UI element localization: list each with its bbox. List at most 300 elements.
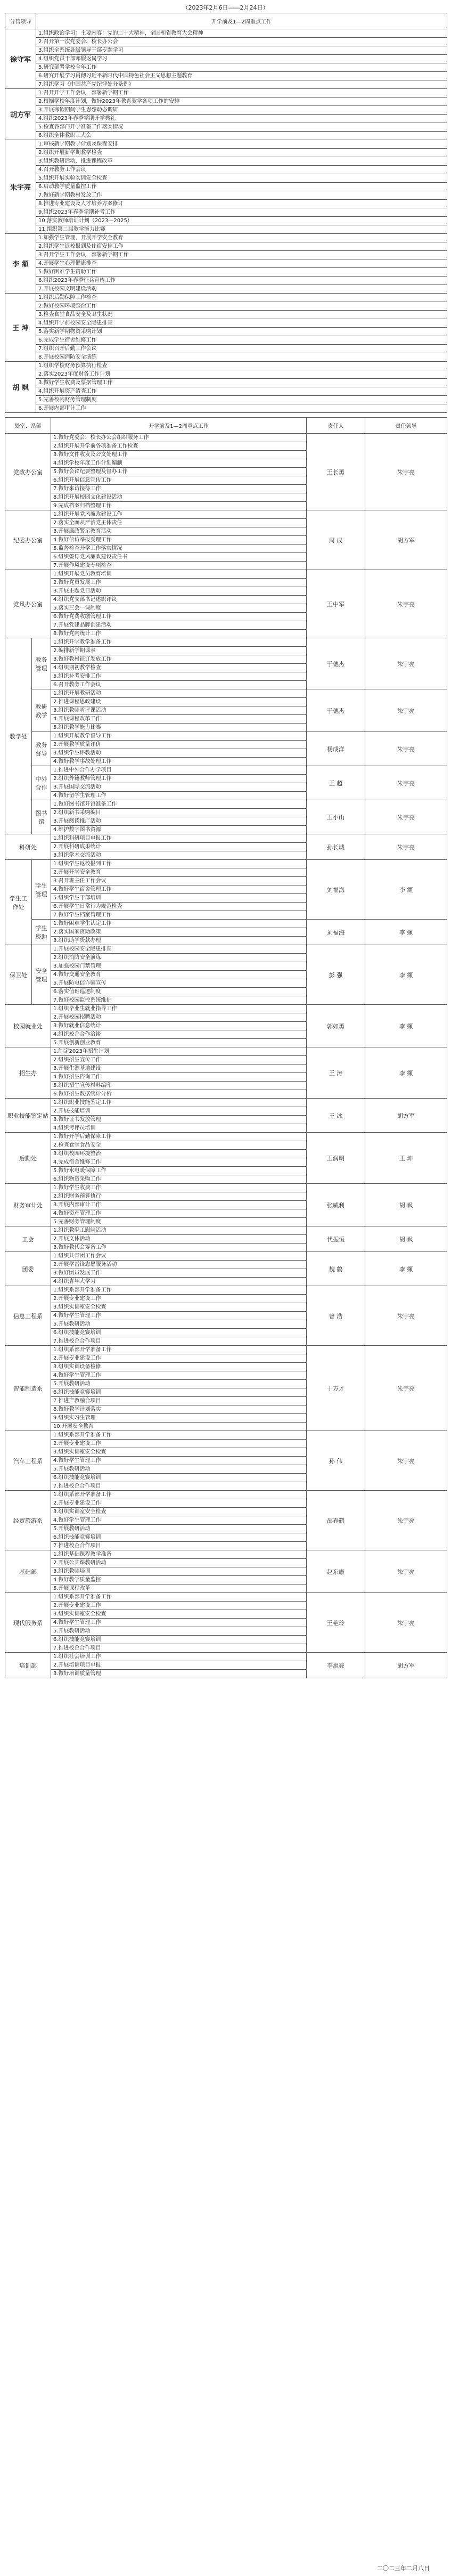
responsible-leader: 胡方军 xyxy=(365,1099,447,1133)
sub-department: 安全管理 xyxy=(32,945,51,1005)
work-item: 6.组织技能竞赛培训 xyxy=(51,1329,307,1337)
table-row xyxy=(5,1346,447,1354)
department-name: 现代服务系 xyxy=(5,1593,51,1653)
table-row xyxy=(5,123,447,132)
table-row xyxy=(5,345,447,353)
table-row xyxy=(5,259,447,268)
work-item: 3.开展廉政警示教育活动 xyxy=(51,527,307,536)
work-item: 1.做好困难学生认定工作 xyxy=(51,920,307,928)
work-item: 7.做好新学期教材发放工作 xyxy=(36,191,447,200)
work-item: 2.开展专业建设工作 xyxy=(51,1440,307,1448)
sub-department: 教研教学 xyxy=(32,689,51,732)
table-row xyxy=(5,157,447,166)
work-item: 5.开展教研活动 xyxy=(51,1465,307,1474)
work-item: 1.制定2023年招生计划 xyxy=(51,1047,307,1056)
work-item: 4.做好学生管理工作 xyxy=(51,1516,307,1525)
work-item: 6.组织技能竞赛培训 xyxy=(51,1636,307,1644)
work-item: 2.组织新书采购编目 xyxy=(51,809,307,817)
responsible-leader: 李 頫 xyxy=(365,1047,447,1099)
work-item: 2.组织学生返校报到及住宿安排工作 xyxy=(36,242,447,251)
work-item: 1.组织系部开学准备工作 xyxy=(51,1593,307,1602)
work-item: 1.组织社会培训工作 xyxy=(51,1653,307,1661)
work-item: 3.做好团员发展工作 xyxy=(51,1269,307,1278)
table-row xyxy=(5,353,447,362)
work-item: 4.做好招生咨询工作 xyxy=(51,1073,307,1082)
work-item: 4.组织考评员培训 xyxy=(51,1124,307,1133)
work-item: 3.组织校园环境整治 xyxy=(51,1150,307,1158)
date-range: （2023年2月6日——2月24日） xyxy=(182,4,269,11)
department-name: 财务审计处 xyxy=(5,1184,51,1226)
responsible-person: 于德杰 xyxy=(307,638,365,689)
work-item: 5.开展教研活动 xyxy=(51,1320,307,1329)
work-item: 2.开展专业建设工作 xyxy=(51,1499,307,1508)
work-item: 5.做好困难学生资助工作 xyxy=(36,268,447,277)
work-item: 5.落实新学期物资采购计划 xyxy=(36,328,447,336)
responsible-leader: 朱宇亮 xyxy=(365,732,447,766)
department-name: 学生工作处 xyxy=(5,860,32,945)
table-row xyxy=(5,149,447,157)
responsible-leader: 李 頫 xyxy=(365,920,447,945)
work-item: 3.开展主题党日活动 xyxy=(51,587,307,596)
work-item: 3.开展寒假期间学生思想动态调研 xyxy=(36,106,447,115)
responsible-person: 刘福海 xyxy=(307,860,365,920)
responsible-person: 王 涛 xyxy=(307,1047,365,1099)
work-item: 2.开展校园招聘活动 xyxy=(51,1013,307,1022)
work-item: 3.组织实训室安全检查 xyxy=(51,1303,307,1312)
table-row xyxy=(5,217,447,225)
work-item: 6.完成学生宿舍维修工作 xyxy=(36,336,447,345)
leader-name: 胡方军 xyxy=(5,89,36,140)
table-row xyxy=(5,920,447,928)
table-row xyxy=(5,285,447,294)
work-item: 2.组织财务预算执行 xyxy=(51,1192,307,1201)
department-name: 培训部 xyxy=(5,1653,51,1678)
responsible-leader: 李 頫 xyxy=(365,945,447,1005)
work-item: 4.组织开展资产清查工作 xyxy=(36,387,447,396)
work-item: 2.做好校园环境整治工作 xyxy=(36,302,447,311)
responsible-person: 赵东康 xyxy=(307,1550,365,1593)
responsible-leader: 朱宇亮 xyxy=(365,800,447,834)
table-row xyxy=(5,89,447,97)
table-row xyxy=(5,379,447,387)
department-name: 信息工程系 xyxy=(5,1286,51,1346)
table-row xyxy=(5,1099,447,1107)
table-row xyxy=(5,1252,447,1261)
work-item: 5.开展课程改革 xyxy=(51,1584,307,1593)
table-row xyxy=(5,396,447,404)
table-row xyxy=(5,132,447,140)
work-item: 5.组织教学能力比赛 xyxy=(51,724,307,732)
work-item: 5.组织学生干部培训 xyxy=(51,894,307,903)
work-item: 6.组织技能竞赛培训 xyxy=(51,1388,307,1397)
table-row xyxy=(5,1550,447,1559)
work-item: 5.检查各部门开学准备工作落实情况 xyxy=(36,123,447,132)
work-item: 2.开展教学质量评价 xyxy=(51,741,307,749)
table-row xyxy=(5,1593,447,1602)
work-item: 2.编排新学期课表 xyxy=(51,647,307,655)
department-name: 经贸旅游系 xyxy=(5,1491,51,1550)
work-item: 2.开展文体活动 xyxy=(51,1235,307,1244)
work-item: 2.开展开学安全教育 xyxy=(51,868,307,877)
work-item: 5.开展教研活动 xyxy=(51,1627,307,1636)
work-item: 1.组织系部开学准备工作 xyxy=(51,1431,307,1440)
work-item: 7.做好来访接待工作 xyxy=(51,485,307,493)
work-item: 3.加强校园门禁管理 xyxy=(51,962,307,971)
responsible-person: 王小山 xyxy=(307,800,365,834)
work-item: 7.推进校企合作项目 xyxy=(51,1542,307,1550)
department-name: 团委 xyxy=(5,1252,51,1286)
work-item: 8.做好教学计划落实 xyxy=(51,1405,307,1414)
table-row xyxy=(5,689,447,698)
work-item: 2.开展技能培训 xyxy=(51,1107,307,1116)
table-row xyxy=(5,140,447,149)
work-item: 4.组织党支部书记述职评议 xyxy=(51,596,307,604)
responsible-person: 王润明 xyxy=(307,1133,365,1184)
table-row xyxy=(5,268,447,277)
work-item: 1.组织政治学习：主要内容：党的二十大精神，全国和省教育大会精神 xyxy=(36,29,447,38)
table-row xyxy=(5,1286,447,1295)
work-item: 1.组织开展教研活动 xyxy=(51,689,307,698)
leader-name: 李 頫 xyxy=(5,234,36,294)
table-row xyxy=(5,311,447,319)
work-item: 4.做好资产管理工作 xyxy=(51,1209,307,1218)
department-name: 后勤处 xyxy=(5,1133,51,1184)
work-item: 3.做好就业信息统计 xyxy=(51,1022,307,1030)
work-item: 2.召开第一次党委会、校长办公会 xyxy=(36,38,447,46)
work-item: 7.开展作风建设专项检查 xyxy=(51,562,307,570)
responsible-person: 周 成 xyxy=(307,510,365,570)
table-row xyxy=(5,1491,447,1499)
work-item: 6.落实值班巡逻制度 xyxy=(51,988,307,996)
responsible-person: 彭 强 xyxy=(307,945,365,1005)
work-item: 1.召开开学工作会议，部署新学期工作 xyxy=(36,89,447,97)
responsible-person: 王 超 xyxy=(307,766,365,800)
department-name: 基础部 xyxy=(5,1550,51,1593)
department-name: 工会 xyxy=(5,1226,51,1252)
work-item: 4.组织党员干部寒假返岗学习 xyxy=(36,55,447,63)
work-item: 3.检查食堂食品安全及卫生状况 xyxy=(36,311,447,319)
work-item: 7.推进校企合作项目 xyxy=(51,1644,307,1653)
table-row xyxy=(5,208,447,217)
table-row xyxy=(5,1184,447,1192)
work-item: 5.开展创新创业教育 xyxy=(51,1039,307,1047)
responsible-leader: 李 頫 xyxy=(365,860,447,920)
responsible-leader: 朱宇亮 xyxy=(365,689,447,732)
table-row xyxy=(5,945,447,954)
table-row xyxy=(5,174,447,183)
responsible-leader: 朱宇亮 xyxy=(365,1550,447,1593)
work-item: 4.做好学生管理工作 xyxy=(51,1619,307,1627)
work-item: 1.推进中外合作办学项目 xyxy=(51,766,307,775)
responsible-leader: 胡方军 xyxy=(365,1653,447,1678)
work-item: 10.开展安全教育 xyxy=(51,1423,307,1431)
table-row xyxy=(5,29,447,38)
department-name: 党风办公室 xyxy=(5,570,51,638)
work-item: 3.做好教材征订发放工作 xyxy=(51,655,307,664)
work-item: 8.推进专业建设及人才培养方案修订 xyxy=(36,200,447,208)
work-item: 3.组织实训室安全检查 xyxy=(51,1610,307,1619)
header-person: 责任人 xyxy=(307,418,365,434)
sub-department: 教务督导 xyxy=(32,732,51,766)
work-item: 3.做好学生收费及票据管理工作 xyxy=(36,379,447,387)
work-item: 3.开展国际交流活动 xyxy=(51,783,307,792)
header-dept: 处室、系部 xyxy=(5,418,51,434)
table-row xyxy=(5,387,447,396)
work-item: 1.做好学生收费工作 xyxy=(51,1184,307,1192)
table-row xyxy=(5,166,447,174)
work-item: 4.做好学生管理工作 xyxy=(51,1312,307,1320)
table-row xyxy=(5,63,447,72)
responsible-leader: 胡方军 xyxy=(365,510,447,570)
work-item: 2.根据学校年度计划，做好2023年教育教学各项工作的安排 xyxy=(36,97,447,106)
work-item: 7.推进校企合作项目 xyxy=(51,1482,307,1491)
responsible-leader: 朱宇亮 xyxy=(365,1286,447,1346)
work-item: 3.组织教师听评课活动 xyxy=(51,706,307,715)
work-item: 2.做好党员发展工作 xyxy=(51,579,307,587)
work-item: 1.组织系部开学准备工作 xyxy=(51,1491,307,1499)
work-item: 3.组织学术交流活动 xyxy=(51,851,307,860)
responsible-leader: 李 頫 xyxy=(365,1252,447,1286)
work-item: 4.做好教学事故处理工作 xyxy=(51,758,307,766)
responsible-person: 孙长城 xyxy=(307,834,365,860)
work-item: 1.组织后勤保障工作检查 xyxy=(36,294,447,302)
table-row xyxy=(5,106,447,115)
responsible-person: 王 冰 xyxy=(307,1099,365,1133)
department-name: 智能制造系 xyxy=(5,1346,51,1431)
work-item: 1.组织科研项目申报工作 xyxy=(51,834,307,843)
work-item: 3.召开学生工作会议，部署新学期工作 xyxy=(36,251,447,259)
work-item: 1.组织教职工慰问活动 xyxy=(51,1226,307,1235)
responsible-person: 刘福海 xyxy=(307,920,365,945)
work-item: 3.召开班主任工作会议 xyxy=(51,877,307,885)
work-item: 6.启动教学质量监控工作 xyxy=(36,183,447,191)
responsible-leader: 胡 飒 xyxy=(365,1226,447,1252)
work-item: 6.组织2023年春季征兵宣传工作 xyxy=(36,277,447,285)
work-item: 1.组织开展党风廉政建设工作 xyxy=(51,510,307,519)
work-item: 5.监督检查开学工作落实情况 xyxy=(51,545,307,553)
work-item: 5.组织开展实验实训安全检查 xyxy=(36,174,447,183)
work-item: 5.完善财务管理制度 xyxy=(51,1218,307,1226)
department-name: 科研处 xyxy=(5,834,51,860)
table-row xyxy=(5,234,447,242)
table-row xyxy=(5,319,447,328)
header-work: 开学前及1—2周重点工作 xyxy=(36,13,447,29)
work-item: 1.组织共青团工作会议 xyxy=(51,1252,307,1261)
responsible-person: 孙 伟 xyxy=(307,1431,365,1491)
work-item: 7.做好学生档案管理工作 xyxy=(51,911,307,920)
work-item: 7.开展校园文明建设活动 xyxy=(36,285,447,294)
work-item: 4.开展学生心理健康排查 xyxy=(36,259,447,268)
department-name: 党政办公室 xyxy=(5,434,51,510)
work-item: 3.组织全系统各级领导干部专题学习 xyxy=(36,46,447,55)
responsible-person: 郭如勇 xyxy=(307,1005,365,1047)
work-item: 6.组织开展信息宣传工作 xyxy=(51,476,307,485)
work-item: 3.组织教研活动，推进课程改革 xyxy=(36,157,447,166)
work-item: 7.推进校企合作项目 xyxy=(51,1337,307,1346)
work-item: 9.组织2023年春季学期补考工作 xyxy=(36,208,447,217)
work-item: 4.做好教学质量监控 xyxy=(51,1576,307,1584)
responsible-person: 王中军 xyxy=(307,570,365,638)
work-item: 2.落实全面从严治党主体责任 xyxy=(51,519,307,527)
table-row xyxy=(5,115,447,123)
responsible-leader: 朱宇亮 xyxy=(365,1346,447,1431)
work-item: 6.做好招生数据统计分析 xyxy=(51,1090,307,1099)
sub-department: 教务管理 xyxy=(32,638,51,689)
table-row xyxy=(5,1226,447,1235)
work-item: 2.开展学雷锋志愿服务活动 xyxy=(51,1261,307,1269)
table-row xyxy=(5,191,447,200)
work-item: 2.开展公共课教研活动 xyxy=(51,1559,307,1567)
work-item: 5.做好水电暖保障工作 xyxy=(51,1167,307,1175)
table-row xyxy=(5,834,447,843)
work-item: 1.组织毕业生就业指导工作 xyxy=(51,1005,307,1013)
work-item: 5.组织补考安排工作 xyxy=(51,672,307,681)
work-item: 3.组织实训室安全检查 xyxy=(51,1448,307,1457)
work-item: 1.组织学校财务预算执行检查 xyxy=(36,362,447,370)
responsible-person: 张威利 xyxy=(307,1184,365,1226)
responsible-leader: 王 坤 xyxy=(365,1133,447,1184)
work-item: 2.开展专业建设工作 xyxy=(51,1602,307,1610)
work-item: 10.落实教师培训计划（2023—2025） xyxy=(36,217,447,225)
table-row xyxy=(5,510,447,519)
responsible-leader: 朱宇亮 xyxy=(365,1431,447,1491)
sub-department: 中外合作 xyxy=(32,766,51,800)
work-item: 5.组织招生宣传材料编印 xyxy=(51,1082,307,1090)
work-item: 6.组织物资采购工作 xyxy=(51,1175,307,1184)
work-item: 1.组织开展党员教育培训 xyxy=(51,570,307,579)
responsible-leader: 朱宇亮 xyxy=(365,1593,447,1653)
work-item: 6.开展学生日常行为规范检查 xyxy=(51,903,307,911)
table-row xyxy=(5,251,447,259)
department-name: 纪委办公室 xyxy=(5,510,51,570)
work-item: 4.做好交通安全教育 xyxy=(51,971,307,979)
work-item: 1.审核新学期教学计划及课程安排 xyxy=(36,140,447,149)
work-item: 6.组织技能竞赛培训 xyxy=(51,1474,307,1482)
work-item: 8.组织开展校园文化建设活动 xyxy=(51,493,307,502)
work-item: 5.完善校内财务管理制度 xyxy=(36,396,447,404)
work-item: 7.组织召开后勤工作会议 xyxy=(36,345,447,353)
work-item: 8.做好党内统计工作 xyxy=(51,630,307,638)
responsible-leader: 朱宇亮 xyxy=(365,434,447,510)
work-item: 1.加强学生管理，开展开学安全教育 xyxy=(36,234,447,242)
work-item: 2.落实国家资助政策 xyxy=(51,928,307,937)
responsible-person: 代振恒 xyxy=(307,1226,365,1252)
work-item: 2.落实2023年度财务工作计划 xyxy=(36,370,447,379)
work-item: 2.开展科研成果统计 xyxy=(51,843,307,851)
work-item: 4.做好学生管理工作 xyxy=(51,1371,307,1380)
work-item: 1.做好开学后勤保障工作 xyxy=(51,1133,307,1141)
table-row xyxy=(5,200,447,208)
work-item: 7.推进产教融合项目 xyxy=(51,1397,307,1405)
work-item: 6.组织全体教职工大会 xyxy=(36,132,447,140)
work-item: 4.完成宿舍维修工作 xyxy=(51,1158,307,1167)
leader-name: 朱宇亮 xyxy=(5,140,36,234)
work-item: 8.开展校园消防安全演练 xyxy=(36,353,447,362)
work-item: 4.维护数字图书资源 xyxy=(51,826,307,834)
work-item: 2.组织外籍教师管理工作 xyxy=(51,775,307,783)
table-row xyxy=(5,800,447,809)
work-item: 7.做好校园监控系统维护 xyxy=(51,996,307,1005)
work-item: 5.落实三会一课制度 xyxy=(51,604,307,613)
table-row xyxy=(5,80,447,89)
work-item: 4.做好学生宿舍管理工作 xyxy=(51,885,307,894)
responsible-person: 邵春鹤 xyxy=(307,1491,365,1550)
leader-name: 王 坤 xyxy=(5,294,36,362)
table-row xyxy=(5,225,447,234)
department-work-table xyxy=(5,417,447,1678)
work-item: 1.做好图书馆开馆准备工作 xyxy=(51,800,307,809)
table-row xyxy=(5,72,447,80)
footer-date: 二〇二三年二月八日 xyxy=(377,2565,430,2572)
work-item: 2.开展专业建设工作 xyxy=(51,1295,307,1303)
table-row xyxy=(5,732,447,741)
table-row xyxy=(5,1431,447,1440)
table-row xyxy=(5,302,447,311)
table-row xyxy=(5,336,447,345)
work-item: 4.召开教务工作会议 xyxy=(36,166,447,174)
work-item: 2.组织招生宣传工作 xyxy=(51,1056,307,1064)
table-row xyxy=(5,638,447,647)
work-item: 2.组织开展开学前各项准备工作检查 xyxy=(51,442,307,451)
table-row xyxy=(5,1047,447,1056)
work-item: 3.组织实训室安全检查 xyxy=(51,1508,307,1516)
work-item: 3.组织教师培训 xyxy=(51,1567,307,1576)
table-row xyxy=(5,434,447,442)
responsible-leader: 胡 飒 xyxy=(365,1184,447,1226)
table-row xyxy=(5,370,447,379)
department-name: 校园就业处 xyxy=(5,1005,51,1047)
work-item: 2.检查食堂食品安全 xyxy=(51,1141,307,1150)
work-item: 4.组织期初教学检查 xyxy=(51,664,307,672)
work-item: 6.组织签订党风廉政建设责任书 xyxy=(51,553,307,562)
table-row xyxy=(5,294,447,302)
responsible-leader: 朱宇亮 xyxy=(365,766,447,800)
work-item: 1.组织职业技能鉴定工作 xyxy=(51,1099,307,1107)
department-name: 汽车工程系 xyxy=(5,1431,51,1491)
work-item: 1.组织系部开学准备工作 xyxy=(51,1286,307,1295)
leader-name: 徐守军 xyxy=(5,29,36,89)
leader-name: 胡 飒 xyxy=(5,362,36,413)
work-item: 1.组织基础课程教学准备 xyxy=(51,1550,307,1559)
table-row xyxy=(5,38,447,46)
table-row xyxy=(5,97,447,106)
department-name: 保卫处 xyxy=(5,945,32,1005)
responsible-person: 魏 鹤 xyxy=(307,1252,365,1286)
table-row xyxy=(5,570,447,579)
work-item: 1.做好党委会、校长办公会组织服务工作 xyxy=(51,434,307,442)
table-row xyxy=(5,1005,447,1013)
header-dept-work: 开学前及1—2周重点工作 xyxy=(51,418,307,434)
work-item: 7.组织学习《中国共产党纪律处分条例》 xyxy=(36,80,447,89)
work-item: 5.开展防电信诈骗宣传 xyxy=(51,979,307,988)
work-item: 4.组织2023年春季学期开学典礼 xyxy=(36,115,447,123)
work-item: 3.组织实训设备检修 xyxy=(51,1363,307,1371)
work-item: 3.做好文件收发及公文处理工作 xyxy=(51,451,307,459)
work-item: 3.组织助学贷款办理 xyxy=(51,937,307,945)
work-item: 3.开展生源基地建设 xyxy=(51,1064,307,1073)
table-row xyxy=(5,1653,447,1661)
responsible-person: 王长勇 xyxy=(307,434,365,510)
responsible-person: 于德杰 xyxy=(307,689,365,732)
department-name: 招生办 xyxy=(5,1047,51,1099)
responsible-leader: 李 頫 xyxy=(365,1005,447,1047)
table-row xyxy=(5,362,447,370)
work-item: 3.做好教代会筹备工作 xyxy=(51,1244,307,1252)
work-item: 2.组织开展新学期教学检查 xyxy=(36,149,447,157)
work-item: 4.组织青年大学习 xyxy=(51,1278,307,1286)
work-item: 6.研究开展学习贯彻习近平新时代中国特色社会主义思想主题教育 xyxy=(36,72,447,80)
work-item: 1.开展校园安全隐患排查 xyxy=(51,945,307,954)
